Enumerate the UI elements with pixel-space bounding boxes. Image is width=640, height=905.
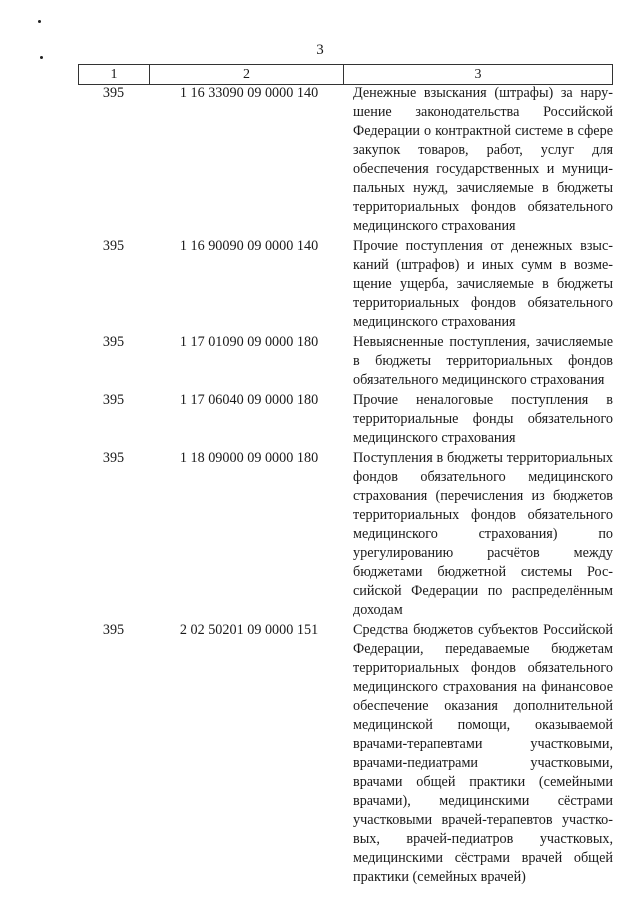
revenue-code: 1 16 33090 09 0000 140 xyxy=(179,85,319,101)
table-row xyxy=(78,391,613,448)
table-body xyxy=(78,84,613,887)
table-row xyxy=(78,449,613,620)
page-number: 3 xyxy=(316,42,324,58)
revenue-description: Прочие неналоговые поступления в территориальные фонды обязательного медицинского страхования xyxy=(353,392,613,446)
revenue-code: 1 17 06040 09 0000 180 xyxy=(179,392,319,408)
revenue-description: Невыясненные поступления, зачисляемые в бюджеты территориальных фондов обязательного медицинского страхования xyxy=(353,334,613,388)
table-row xyxy=(78,84,613,236)
revenue-description: Средства бюджетов субъектов Российской Федерации, передаваемые бюджетам территориальных фондов обязательного медицинского страхования на финансовое обеспечение оказания дополнительной медицинской помощи, оказываемой врачами-терапевтами участковыми, врачами-педиатрами участковыми, врачами общей практики (семейными врачами), медицинскими сёстрами участковыми врачей-терапевтов участковых, врачей-педиатров участковых, медицинскими сёстрами врачей общей практики (семейных врачей) xyxy=(353,622,613,885)
revenue-description: Денежные взыскания (штрафы) за нарушение законодательства Российской Федерации о контрактной системе в сфере закупок товаров, работ, услуг для обеспечения государственных и муниципальных нужд, зачисляемые в бюджеты территориальных фондов обязательного медицинского страхования xyxy=(353,85,613,234)
revenue-code: 1 17 01090 09 0000 180 xyxy=(179,334,319,350)
table-row xyxy=(78,333,613,390)
header-col-1: 1 xyxy=(79,65,150,84)
table-row xyxy=(78,621,613,887)
revenue-code: 1 18 09000 09 0000 180 xyxy=(179,450,319,466)
revenue-code: 2 02 50201 09 0000 151 xyxy=(179,622,319,638)
revenue-description: Прочие поступления от денежных взысканий (штрафов) и иных сумм в возмещение ущерба, зачисляемые в бюджеты территориальных фондов обязательного медицинского страхования xyxy=(353,238,613,330)
admin-code: 395 xyxy=(102,85,125,101)
header-col-2: 2 xyxy=(150,65,344,84)
revenue-description: Поступления в бюджеты территориальных фондов обязательного медицинского страхования (перечисления из бюджетов территориальных фондов обязательного медицинского страхования) по урегулированию расчётов между бюджетами бюджетной системы Российской Федерации по распределённым доходам xyxy=(353,450,613,618)
admin-code: 395 xyxy=(102,392,125,408)
admin-code: 395 xyxy=(102,238,125,254)
scan-speck-top xyxy=(38,20,41,23)
admin-code: 395 xyxy=(102,334,125,350)
table-row xyxy=(78,237,613,332)
table-header xyxy=(78,64,613,85)
admin-code: 395 xyxy=(102,622,125,638)
admin-code: 395 xyxy=(102,450,125,466)
header-col-3: 3 xyxy=(474,66,482,82)
revenue-code: 1 16 90090 09 0000 140 xyxy=(179,238,319,254)
